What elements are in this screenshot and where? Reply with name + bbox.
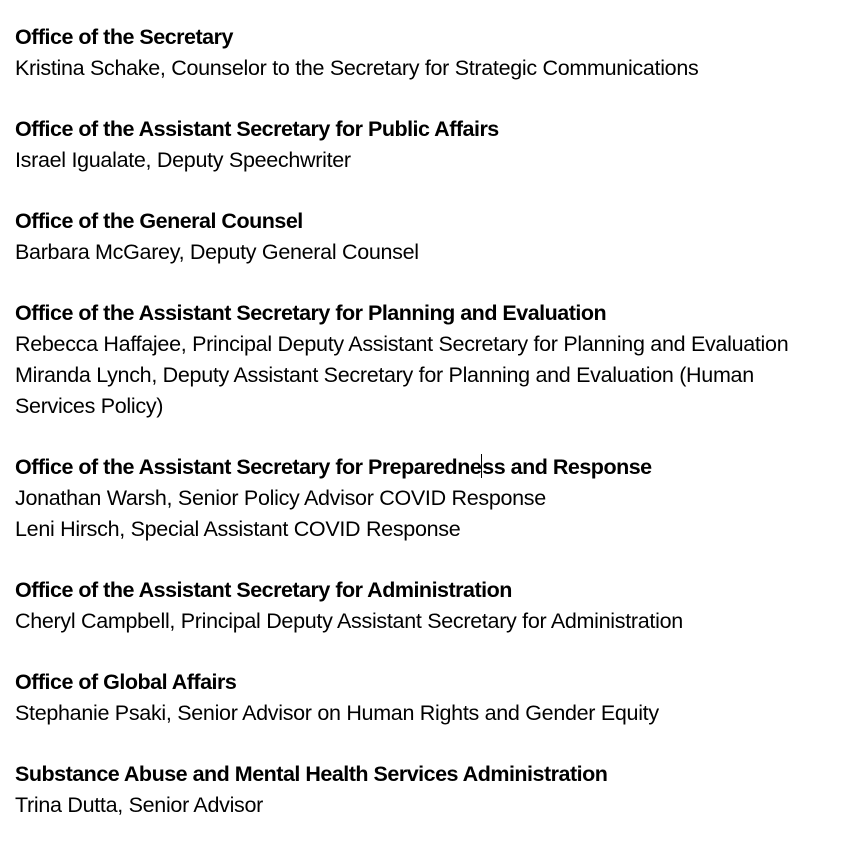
section-planning-and-evaluation — [15, 298, 837, 422]
section-preparedness-and-response — [15, 452, 837, 545]
document-body[interactable] — [15, 22, 837, 851]
section-general-counsel — [15, 206, 837, 268]
section-office-of-the-secretary — [15, 22, 837, 84]
section-heading: Office of the General Counsel — [15, 209, 303, 233]
appointee-line: Stephanie Psaki, Senior Advisor on Human Rights and Gender Equity — [15, 701, 659, 725]
appointee-line: Kristina Schake, Counselor to the Secretary for Strategic Communications — [15, 56, 699, 80]
section-public-affairs — [15, 114, 837, 176]
section-heading: Office of the Assistant Secretary for Planning and Evaluation — [15, 301, 607, 325]
section-heading — [15, 452, 837, 483]
section-heading: Office of the Assistant Secretary for Public Affairs — [15, 117, 499, 141]
appointee-line: Cheryl Campbell, Principal Deputy Assistant Secretary for Administration — [15, 609, 683, 633]
section-global-affairs — [15, 667, 837, 729]
appointee-line: Leni Hirsch, Special Assistant COVID Response — [15, 517, 461, 541]
section-samhsa — [15, 759, 837, 821]
heading-text-before-caret: Office of the Assistant Secretary for Preparedne — [15, 455, 482, 479]
appointee-line: Miranda Lynch, Deputy Assistant Secretary for Planning and Evaluation (Human Services Policy) — [15, 363, 754, 418]
appointee-line: Rebecca Haffajee, Principal Deputy Assistant Secretary for Planning and Evaluation — [15, 332, 789, 356]
appointee-line: Jonathan Warsh, Senior Policy Advisor COVID Response — [15, 486, 546, 510]
section-heading: Office of the Assistant Secretary for Administration — [15, 578, 512, 602]
section-heading: Office of Global Affairs — [15, 670, 237, 694]
section-heading: Substance Abuse and Mental Health Services Administration — [15, 762, 608, 786]
appointee-line: Trina Dutta, Senior Advisor — [15, 793, 264, 817]
appointee-line: Israel Igualate, Deputy Speechwriter — [15, 148, 351, 172]
section-heading: Office of the Secretary — [15, 25, 233, 49]
section-administration — [15, 575, 837, 637]
heading-text-after-caret: ss and Response — [482, 455, 652, 479]
appointee-line: Barbara McGarey, Deputy General Counsel — [15, 240, 419, 264]
